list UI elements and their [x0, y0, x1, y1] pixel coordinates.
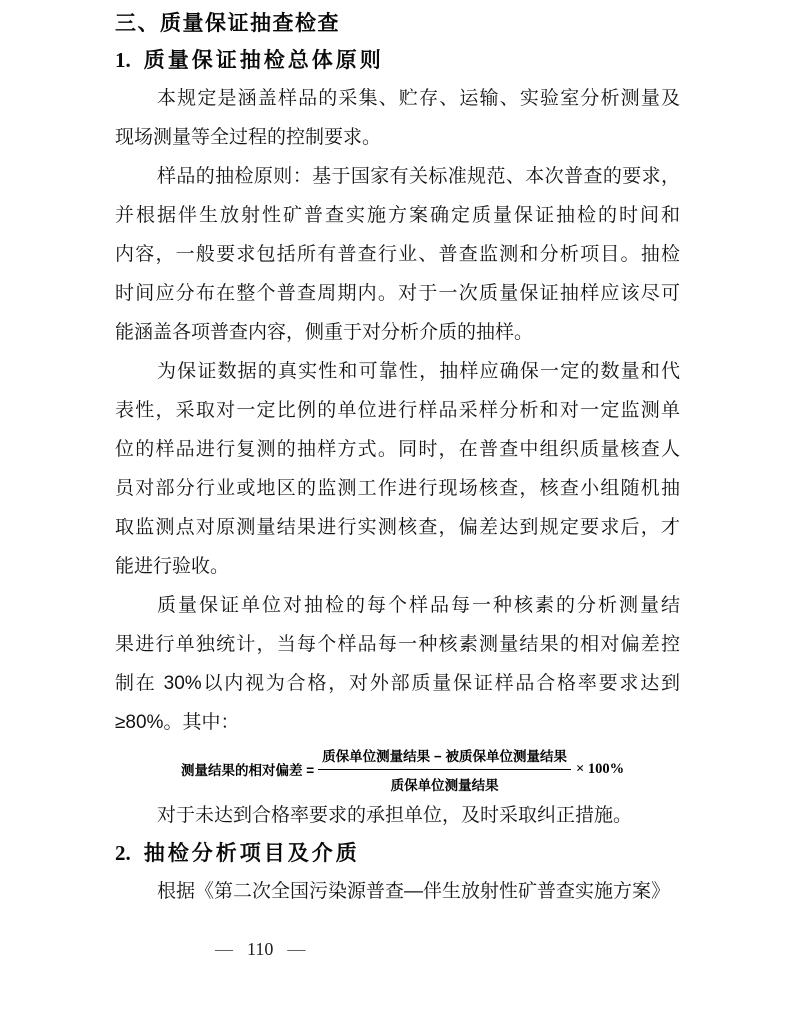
formula-multiplier: × 100% [576, 760, 625, 777]
text-line: 时间应分布在整个普查周期内。对于一次质量保证抽样应该尽可 [115, 283, 680, 304]
text-line: 内容，一般要求包括所有普查行业、普查监测和分析项目。抽检 [115, 244, 680, 265]
text-line: 能进行验收。 [115, 556, 230, 577]
paragraph-implementation-plan [115, 872, 680, 911]
text-line: 能涵盖各项普查内容，侧重于对分析介质的抽样。 [115, 322, 534, 343]
text-line: 现场测量等全过程的控制要求。 [115, 127, 382, 148]
text-line: 为保证数据的真实性和可靠性，抽样应确保一定的数量和代 [157, 361, 680, 382]
formula-lhs: 测量结果的相对偏差 = [181, 763, 315, 778]
page-number: 110 [247, 939, 274, 959]
subsection-heading-2 [115, 835, 680, 872]
text-line: 并根据伴生放射性矿普查实施方案确定质量保证抽检的时间和 [115, 205, 680, 226]
section-heading: 三、质量保证抽查检查 [115, 12, 340, 35]
footer-dash-left: — [215, 939, 233, 959]
text-line: 制在 30%以内视为合格，对外部质量保证样品合格率要求达到 [115, 673, 680, 694]
paragraph-data-reliability [115, 352, 680, 586]
paragraph-scope [115, 79, 680, 157]
text-line: 表性，采取对一定比例的单位进行样品采样分析和对一定监测单 [115, 400, 680, 421]
formula-relative-deviation [181, 743, 680, 795]
text-line: 对于未达到合格率要求的承担单位，及时采取纠正措施。 [157, 805, 633, 826]
formula-denominator: 质保单位测量结果 [390, 777, 499, 793]
formula-fraction [318, 745, 571, 794]
text-line: 质量保证单位对抽检的每个样品每一种核素的分析测量结 [157, 595, 680, 616]
text-line: 果进行单独统计，当每个样品每一种核素测量结果的相对偏差控 [115, 634, 680, 655]
subsection-2-title: 抽检分析项目及介质 [143, 842, 360, 865]
subsection-1-title: 质量保证抽检总体原则 [143, 49, 384, 72]
paragraph-qa-statistics [115, 586, 680, 742]
text-line: 根据《第二次全国污染源普查—伴生放射性矿普查实施方案》 [157, 881, 671, 902]
subsection-1-number: 1. [115, 48, 131, 72]
text-line: 员对部分行业或地区的监测工作进行现场核查，核查小组随机抽 [115, 478, 680, 499]
text-line: 取监测点对原测量结果进行实测核查，偏差达到规定要求后，才 [115, 517, 680, 538]
text-line: 样品的抽检原则：基于国家有关标准规范、本次普查的要求， [157, 166, 680, 187]
formula-numerator: 质保单位测量结果 − 被质保单位测量结果 [318, 745, 571, 770]
page-footer [215, 939, 680, 960]
text-line: 位的样品进行复测的抽样方式。同时，在普查中组织质量核查人 [115, 439, 680, 460]
footer-dash-right: — [287, 939, 306, 959]
subsection-heading-1 [115, 42, 680, 79]
paragraph-corrective-measures [115, 796, 680, 835]
paragraph-sampling-principles [115, 157, 680, 352]
subsection-2-number: 2. [115, 841, 131, 865]
text-line: ≥80%。其中： [115, 712, 240, 733]
text-line: 本规定是涵盖样品的采集、贮存、运输、实验室分析测量及 [157, 88, 680, 109]
